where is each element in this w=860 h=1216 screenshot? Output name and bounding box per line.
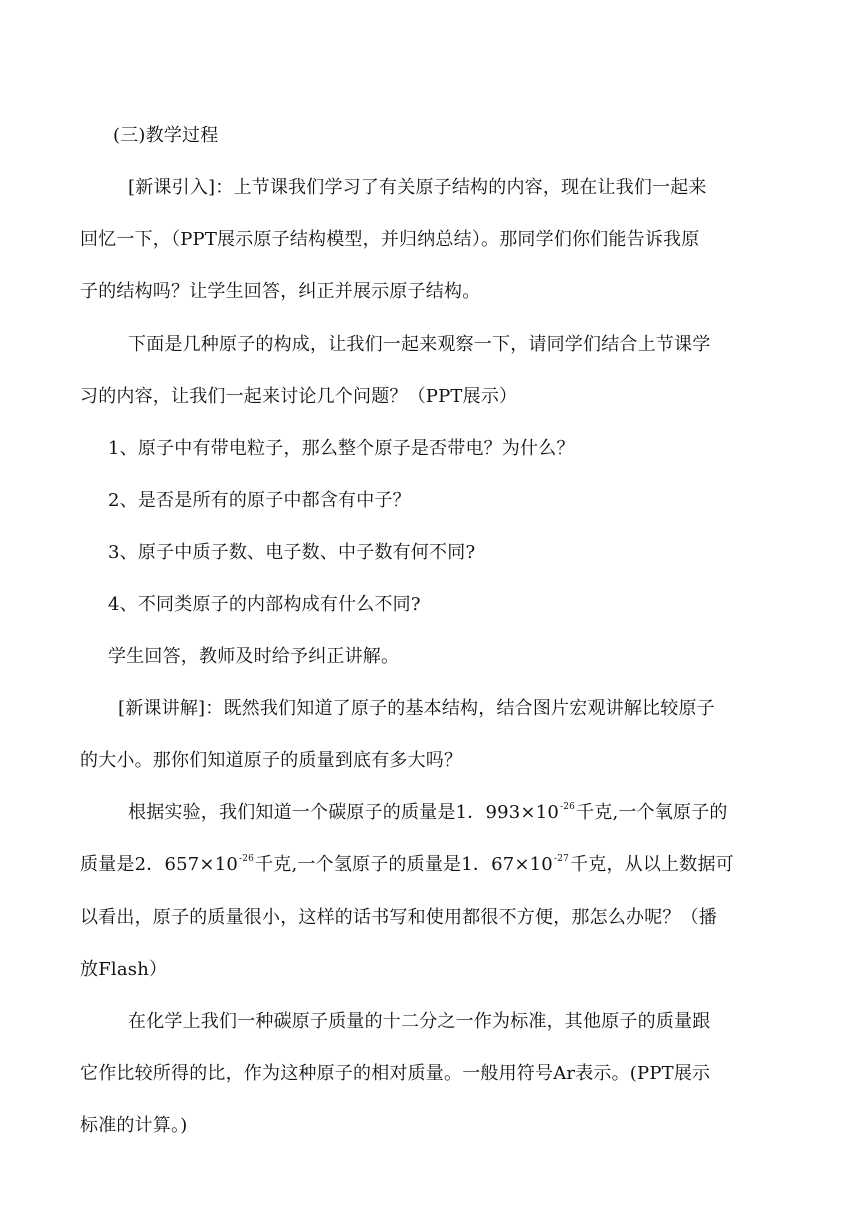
lecture-paragraph-line-2: 的大小。那你们知道原子的质量到底有多大吗？: [80, 750, 463, 771]
observe-paragraph-line-1: 下面是几种原子的构成，让我们一起来观察一下，请同学们结合上节课学: [128, 334, 711, 355]
standard-paragraph-line-2: 它作比较所得的比，作为这种原子的相对质量。一般用符号Ar表示。(PPT展示: [80, 1063, 711, 1084]
question-1: 1、原子中有带电粒子，那么整个原子是否带电？为什么？: [108, 438, 575, 459]
mass-text-b: 千克,一个氧原子的: [576, 802, 728, 823]
student-answer-line: 学生回答，教师及时给予纠正讲解。: [108, 646, 400, 667]
exponent: -26: [560, 802, 576, 812]
question-4: 4、不同类原子的内部构成有什么不同?: [108, 594, 421, 615]
mass-text-c: 质量是2．657×10: [80, 854, 238, 875]
mass-text-d: 千克,一个氢原子的质量是1．67×10: [255, 854, 553, 875]
question-3: 3、原子中质子数、电子数、中子数有何不同?: [108, 542, 476, 563]
section-heading: (三)教学过程: [113, 125, 219, 146]
observe-paragraph-line-2: 习的内容，让我们一起来讨论几个问题？（PPT展示）: [80, 386, 518, 407]
intro-paragraph-line-1: [新课引入]：上节课我们学习了有关原子结构的内容，现在让我们一起来: [128, 177, 707, 198]
lecture-paragraph-line-1: [新课讲解]：既然我们知道了原子的基本结构，结合图片宏观讲解比较原子: [118, 698, 715, 719]
question-2: 2、是否是所有的原子中都含有中子？: [108, 490, 411, 511]
exponent: -26: [239, 854, 255, 864]
intro-paragraph-line-2: 回忆一下，（PPT展示原子结构模型，并归纳总结）。那同学们你们能告诉我原: [80, 229, 700, 250]
mass-paragraph-line-3: 以看出，原子的质量很小，这样的话书写和使用都很不方便，那怎么办呢？（播: [80, 907, 717, 928]
mass-paragraph-line-1: [128, 801, 728, 825]
mass-paragraph-line-2: [80, 853, 734, 877]
mass-text-e: 千克，从以上数据可: [570, 854, 734, 875]
exponent: -27: [553, 854, 570, 864]
intro-paragraph-line-3: 子的结构吗？让学生回答，纠正并展示原子结构。: [80, 281, 481, 302]
standard-paragraph-line-3: 标准的计算。): [80, 1115, 188, 1136]
mass-paragraph-line-4: 放Flash）: [80, 959, 168, 980]
standard-paragraph-line-1: 在化学上我们一种碳原子质量的十二分之一作为标准，其他原子的质量跟: [128, 1011, 711, 1032]
mass-text-a: 根据实验，我们知道一个碳原子的质量是1．993×10: [128, 802, 559, 823]
